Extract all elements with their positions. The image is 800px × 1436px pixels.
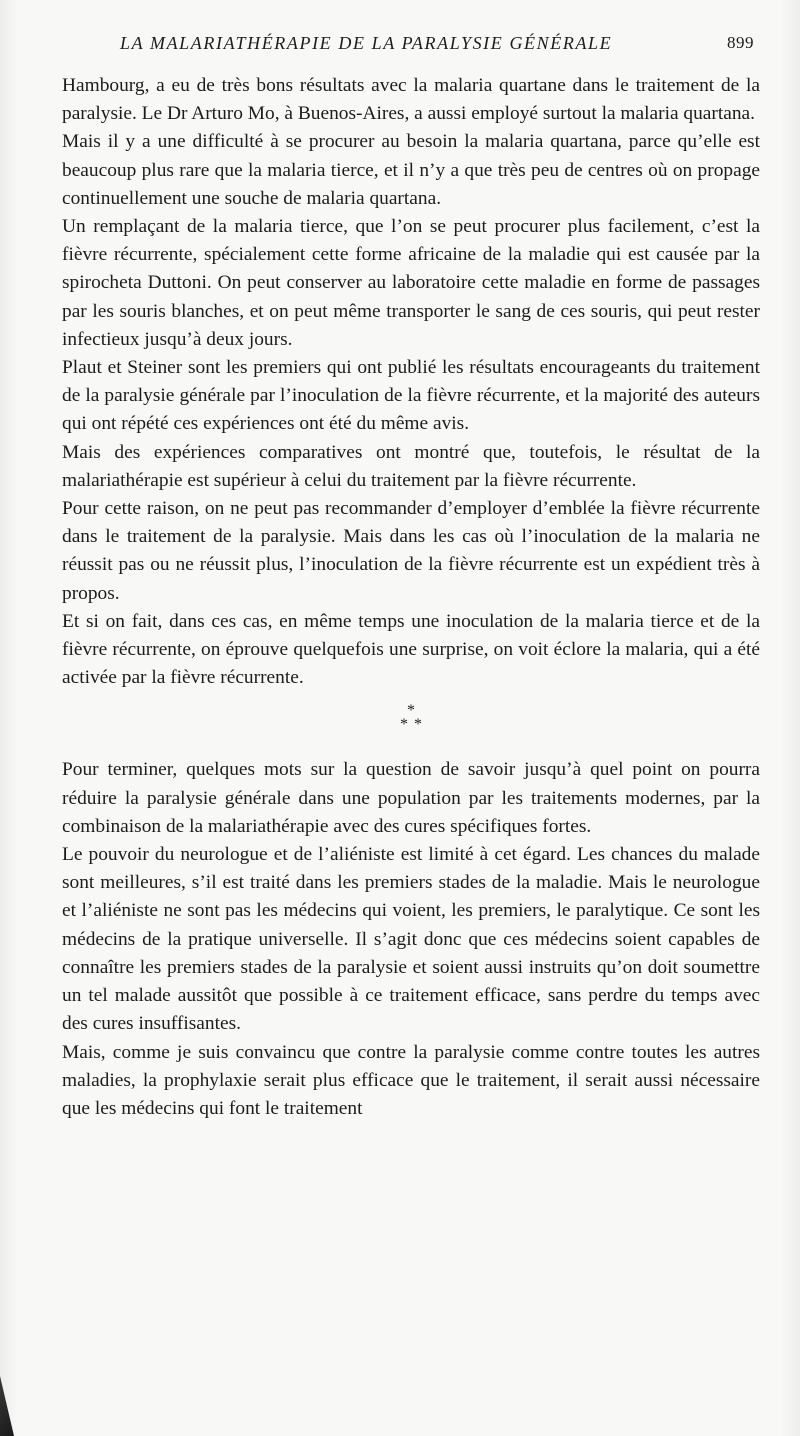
running-title: LA MALARIATHÉRAPIE DE LA PARALYSIE GÉNÉRALE [120,33,613,53]
paragraph-hambourg: Hambourg, a eu de très bons résultats avec la malaria quartane dans le traitement de la paralysie. Le Dr Arturo Mo, à Buenos-Aires, a aussi employé surtout la malaria quartana. [62,75,760,125]
paragraph-pouvoir: Le pouvoir du neurologue et de l’aliéniste est limité à cet égard. Les chances du malade sont meilleures, s’il est traité dans les premiers stades de la maladie. Mais le neurologue et l’aliéniste ne sont pas les médecins qui voient, les premiers, le paralytique. Ce sont les médecins de la pratique universelle. Il s’agit donc que ces médecins soient capables de connaître les premiers stades de la paralysie et soient aussi instruits qu’on doit soumettre un tel malade aussitôt que possible à ce traitement efficace, sans perdre du temps avec des cures insuffisantes. [62,844,760,1035]
page-number: 899 [727,33,754,52]
paragraph-prophylaxie: Mais, comme je suis convaincu que contre la paralysie comme contre toutes les autres maladies, la prophylaxie serait plus efficace que le traitement, il serait aussi nécessaire que les médecins qui font le traitement [62,1041,760,1119]
asterism-bottom: ** [400,716,428,734]
paragraph-plaut-steiner: Plaut et Steiner sont les premiers qui ont publié les résultats encourageants du traitement de la paralysie générale par l’inoculation de la fièvre récurrente, et la majorité des auteurs qui ont répété ces expériences ont été du même avis. [62,357,760,435]
paragraph-raison: Pour cette raison, on ne peut pas recommander d’employer d’emblée la fièvre récurrente dans le traitement de la paralysie. Mais dans les cas où l’inoculation de la malaria ne réussit pas ou ne réussit plus, l’inoculation de la fièvre récurrente est un expédient très à propos. [62,498,760,604]
paragraph-inoculation: Et si on fait, dans ces cas, en même temps une inoculation de la malaria tierce et de la fièvre récurrente, on éprouve quelquefois une surprise, on voit éclore la malaria, qui a été activée par la fièvre récurrente. [62,610,760,689]
body-text [62,72,760,1123]
page-header [62,30,760,60]
scan-edge-shadow [0,1376,14,1436]
paragraph-difficulte: Mais il y a une difficulté à se procurer au besoin la malaria quartana, parce qu’elle est beaucoup plus rare que la malaria tierce, et il n’y a que très peu de centres où on propage continuellement une souche de malaria quartana. [62,131,760,209]
asterism-divider [62,704,760,732]
paragraph-remplacant: Un remplaçant de la malaria tierce, que l’on se peut procurer plus facilement, c’est la fièvre récurrente, spécialement cette forme africaine de la maladie qui est causée par la spirocheta Duttoni. On peut conserver au laboratoire cette maladie en forme de passages par les souris blanches, et on peut même transporter le sang de ces souris, qui peut rester infectieux jusqu’à deux jours. [62,216,760,350]
asterism-top: * [407,702,415,720]
section-break [62,700,760,750]
paragraph-terminer: Pour terminer, quelques mots sur la question de savoir jusqu’à quel point on pourra réduire la paralysie générale dans une population par les traitements modernes, par la combinaison de la malariathérapie avec des cures spécifiques fortes. [62,759,760,837]
paragraph-experiences: Mais des expériences comparatives ont montré que, toutefois, le résultat de la malariathérapie est supérieur à celui du traitement par la fièvre récurrente. [62,441,760,491]
